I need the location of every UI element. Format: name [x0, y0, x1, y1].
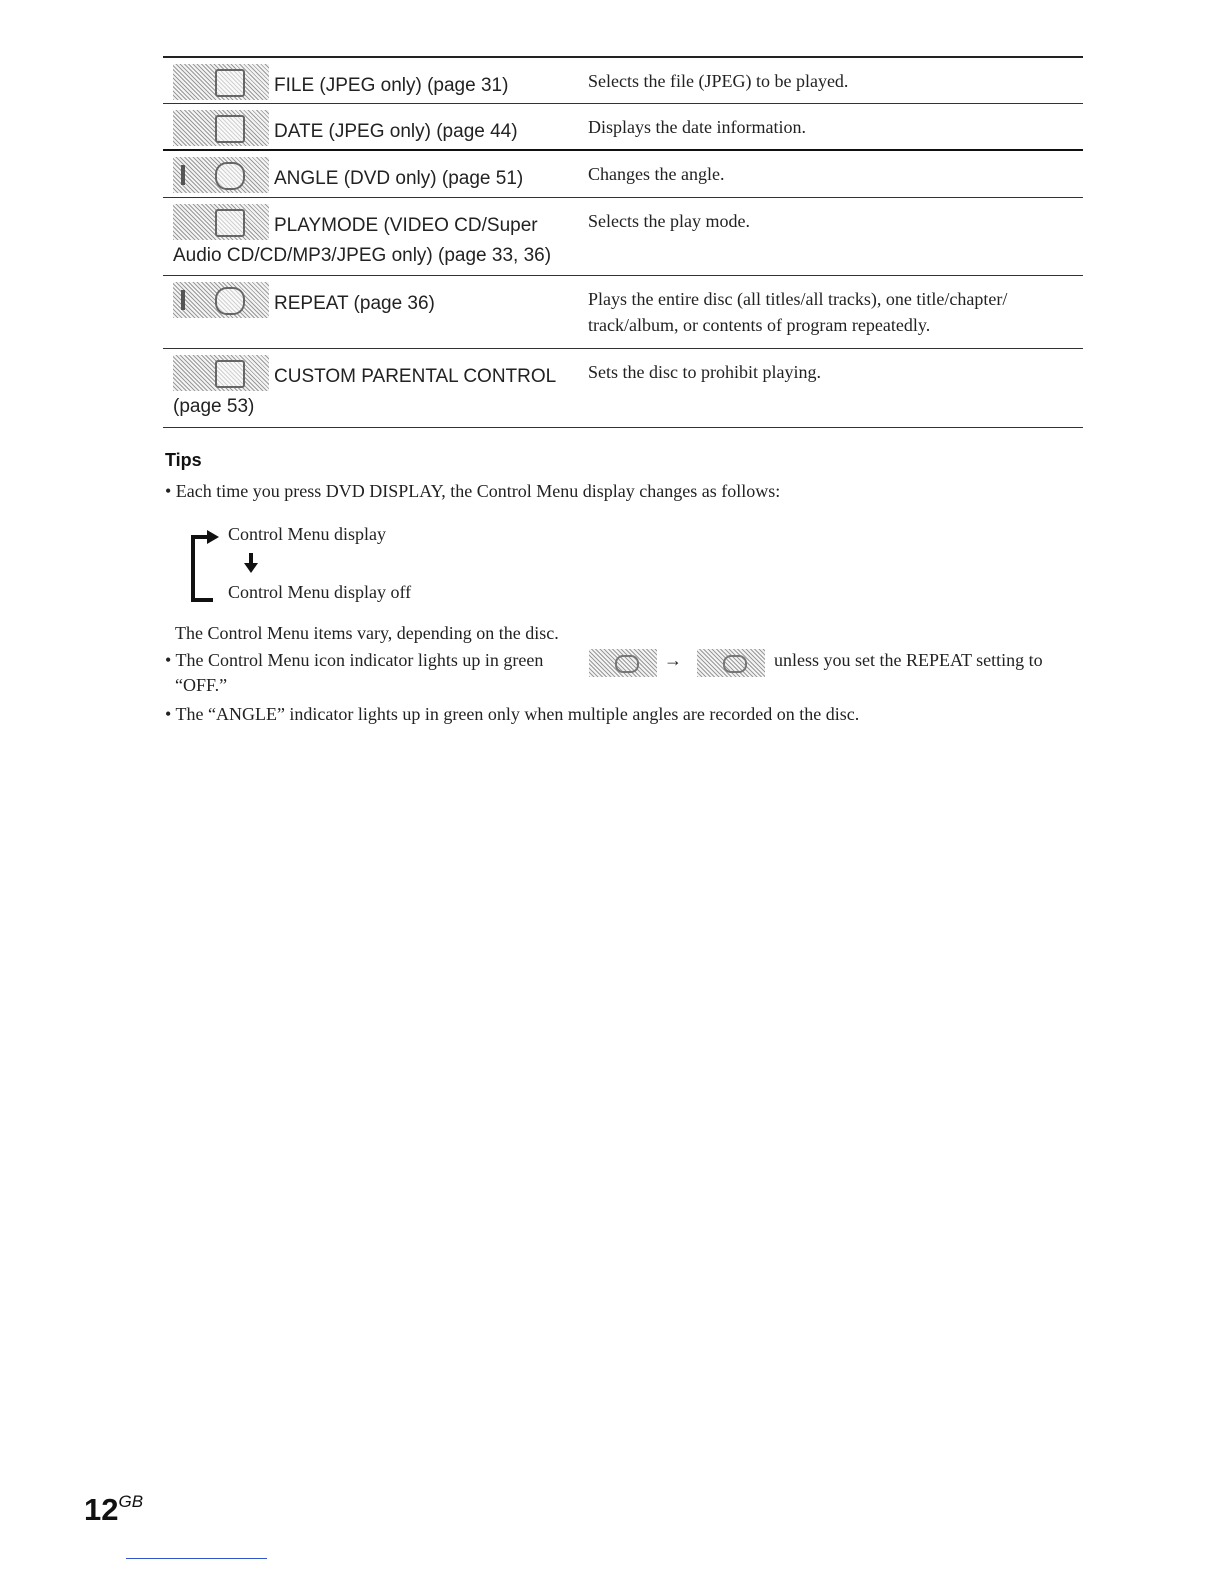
menu-row-date: [163, 104, 1083, 151]
menu-item-cell: [173, 64, 578, 101]
angle-icon: [173, 157, 269, 193]
menu-item-label: ANGLE (DVD only) (page 51): [274, 168, 524, 189]
cycle-bracket-icon: [191, 535, 213, 602]
repeat-indicator-off-icon: [589, 649, 657, 677]
menu-item-cell: [173, 204, 578, 271]
menu-item-description: Displays the date information.: [588, 117, 806, 137]
menu-item-cell: [173, 282, 578, 319]
menu-row-playmode: [163, 198, 1083, 276]
tips-heading: Tips: [165, 450, 202, 470]
tip-note: The Control Menu items vary, depending on the disc.: [175, 623, 559, 643]
menu-item-description: Plays the entire disc (all titles/all tracks), one title/chapter/ track/album, or contents of program repeatedly.: [588, 289, 1008, 335]
menu-item-label: DATE (JPEG only) (page 44): [274, 121, 518, 142]
tip-indicator: • The Control Menu icon indicator lights up in green: [165, 650, 544, 670]
playmode-icon: [173, 204, 269, 240]
menu-item-description: Sets the disc to prohibit playing.: [588, 362, 821, 382]
file-icon: [173, 64, 269, 100]
cycle-state-on: Control Menu display: [228, 524, 386, 544]
tip-display-cycle: • Each time you press DVD DISPLAY, the Control Menu display changes as follows:: [165, 481, 781, 501]
tip-indicator-end: unless you set the REPEAT setting to: [774, 650, 1043, 670]
menu-item-cell: [173, 355, 578, 422]
page-number: $12^{GB}$: [84, 1492, 144, 1527]
menu-item-cell: [173, 110, 578, 147]
down-arrow-icon: [243, 553, 259, 573]
transition-arrow: →: [664, 650, 682, 670]
menu-row-parental: [163, 349, 1083, 428]
menu-row-repeat: [163, 276, 1083, 349]
control-menu-table: [163, 56, 1083, 428]
cycle-arrow-icon: [207, 530, 219, 544]
menu-item-label: CUSTOM PARENTAL CONTROL (page 53): [173, 366, 556, 417]
tip-angle: • The “ANGLE” indicator lights up in green only when multiple angles are recorded on the disc.: [165, 704, 860, 724]
menu-row-angle: [163, 151, 1083, 198]
menu-item-label: REPEAT (page 36): [274, 293, 435, 314]
repeat-indicator-green-icon: [697, 649, 765, 677]
bottom-link-line: [126, 1558, 267, 1559]
menu-item-description: Selects the file (JPEG) to be played.: [588, 71, 849, 91]
menu-item-cell: [173, 157, 578, 194]
repeat-icon: [173, 282, 269, 318]
menu-item-label: PLAYMODE (VIDEO CD/Super Audio CD/CD/MP3/JPEG only) (page 33, 36): [173, 215, 552, 266]
menu-row-file: [163, 58, 1083, 104]
lock-icon: [173, 355, 269, 391]
menu-item-label: FILE (JPEG only) (page 31): [274, 75, 509, 96]
menu-item-description: Selects the play mode.: [588, 211, 750, 231]
tip-indicator-cont: “OFF.”: [175, 675, 228, 695]
date-icon: [173, 110, 269, 146]
cycle-state-off: Control Menu display off: [228, 582, 412, 602]
menu-item-description: Changes the angle.: [588, 164, 725, 184]
